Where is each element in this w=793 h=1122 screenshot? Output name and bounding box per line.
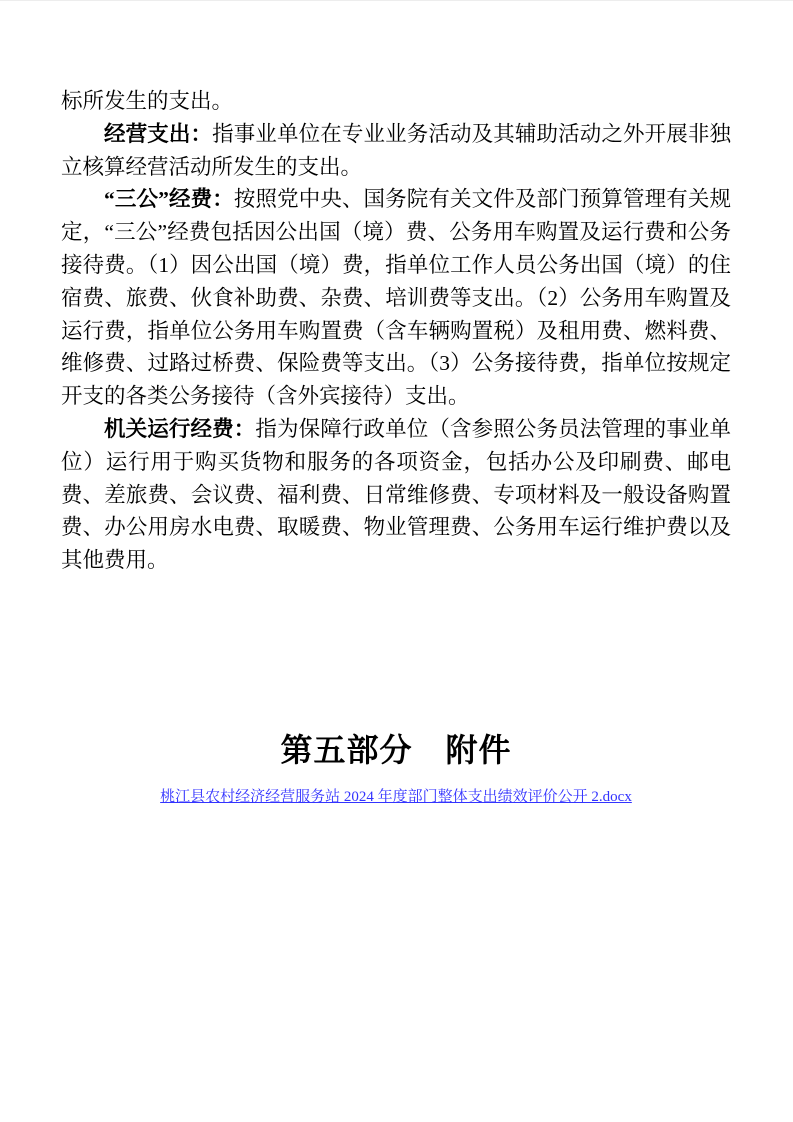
paragraph-label: 机关运行经费： [104,416,256,441]
paragraph-continuation [61,85,731,118]
paragraph-text: 指事业单位在专业业务活动及其辅助活动之外开展非独立核算经营活动所发生的支出。 [61,121,731,179]
paragraph-text: 按照党中央、国务院有关文件及部门预算管理有关规定，“三公”经费包括因公出国（境）费、公务用车购置及运行费和公务接待费。（1）因公出国（境）费，指单位工作人员公务出国（境）的住宿费、旅费、伙食补助费、杂费、培训费等支出。（2）公务用车购置及运行费，指单位公务用车购置费（含车辆购置税）及租用费、燃料费、维修费、过路过桥费、保险费等支出。（3）公务接待费，指单位按规定开支的各类公务接待（含外宾接待）支出。 [61,187,731,409]
paragraph-label: “三公”经费： [104,187,234,212]
paragraph-text: 标所发生的支出。 [61,89,234,113]
paragraph-operating-expense [61,118,731,184]
section-heading: 第五部分 附件 [280,731,512,768]
paragraph-agency-operating-funds [61,413,731,577]
attachment-link[interactable]: 桃江县农村经济经营服务站 2024 年度部门整体支出绩效评价公开 2.docx [160,788,632,805]
paragraph-text: 指为保障行政单位（含参照公务员法管理的事业单位）运行用于购买货物和服务的各项资金，包括办公及印刷费、邮电费、差旅费、会议费、福利费、日常维修费、专项材料及一般设备购置费、办公用房水电费、取暖费、物业管理费、公务用车运行维护费以及其他费用。 [61,416,731,573]
paragraph-three-public-funds [61,183,731,413]
attachment-link-row [61,787,731,807]
paragraph-label: 经营支出： [104,121,213,146]
